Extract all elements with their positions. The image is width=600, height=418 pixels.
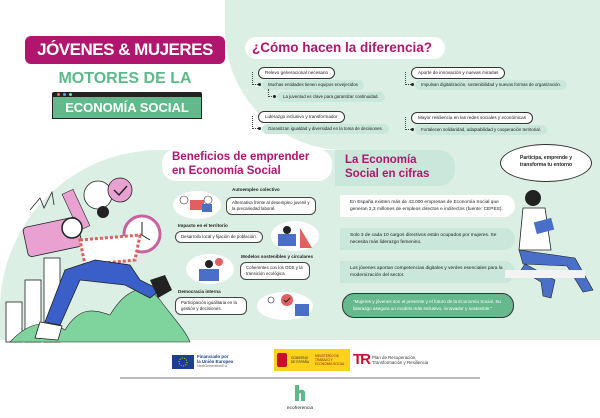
diferencia-item: Relevo generacional necesario (258, 67, 335, 79)
eu-flag-icon (172, 355, 194, 369)
beneficio-text: Desarrollo local y fijación de población. (175, 231, 263, 243)
cifras-title-line: La Economía (345, 154, 417, 166)
hero-illustration (0, 150, 200, 345)
beneficio-label: Democracia interna (178, 289, 221, 294)
eu-logo (172, 354, 233, 369)
brand-name: ecoherencia (286, 406, 314, 411)
beneficios-title-line: Beneficios de emprender (172, 151, 310, 163)
recovery-plan-logo (353, 351, 428, 368)
gov-text: GOBIERNO DE ESPAÑA (291, 356, 310, 364)
cifras-title (345, 153, 429, 181)
spain-government-logo (274, 349, 350, 371)
beneficio-text: Alternativa frente al desempleo juvenil y la precariedad laboral. (226, 197, 316, 215)
bullet-dot-icon (258, 127, 261, 130)
eu-text-line: la Unión Europea (197, 359, 234, 364)
subtitle-motores: MOTORES DE LA (58, 70, 192, 87)
beneficio-label: Modelos sostenibles y circulares (241, 254, 313, 259)
tr-logo-icon: TR (353, 351, 369, 368)
diferencia-sub: Fortalecen solidaridad, adaptabilidad y cooperación territorial. (415, 125, 547, 135)
stat-item: Solo 3 de cada 10 cargos directivos están ocupados por mujeres. Se necesita más liderazgo femenino. (340, 228, 515, 250)
diferencia-item: Liderazgo inclusivo y transformador (258, 111, 345, 123)
ecoherencia-logo (280, 385, 320, 411)
territory-illustration (270, 220, 320, 252)
plan-text-line: Transformación y Resiliencia (372, 359, 429, 365)
main-title: JÓVENES & MUJERES (25, 36, 225, 64)
diferencia-sub: Garantizan igualdad y diversidad en la toma de decisiones. (262, 124, 389, 134)
democracy-illustration (255, 290, 315, 322)
diferencia-title: ¿Cómo hacen la diferencia? (252, 40, 433, 55)
window-dot-icon (63, 93, 66, 96)
bullet-dot-icon (273, 95, 276, 98)
bullet-dot-icon (258, 83, 261, 86)
beneficio-text: Participación igualitaria en la gestión y decisiones. (175, 297, 247, 315)
eu-text-line: NextGenerationEU (197, 364, 228, 368)
beneficio-label: Autoempleo colectivo (232, 187, 280, 192)
reading-person-illustration (505, 180, 600, 310)
diferencia-item: Mayor resiliencia en las redes sociales y económicas (411, 112, 533, 124)
cifras-title-line: Social en cifras (345, 168, 430, 180)
diferencia-item: Aporte de innovación y nuevas miradas (411, 67, 505, 79)
diferencia-sub: Impulsan digitalización, sostenibilidad y nuevas formas de organización. (415, 80, 567, 90)
coat-of-arms-icon (277, 353, 287, 367)
beneficio-label: Impacto en el territorio (178, 223, 228, 228)
diferencia-sub: La juventud es clave para garantizar continuidad. (277, 92, 385, 102)
ministry-text: MINISTERIO DE TRABAJO Y ECONOMÍA SOCIAL (315, 354, 345, 366)
speech-bubble: Participa, emprende y transforma tu entorno (500, 144, 592, 182)
bullet-dot-icon (411, 83, 414, 86)
h-logo-icon (293, 385, 307, 401)
quote-box: "Mujeres y jóvenes son el presente y el futuro de la Economía Social. Su liderazgo asegura un modelo más inclusivo, innovador y sostenible." (342, 293, 514, 318)
diferencia-sub: Muchas entidades tienen equipos envejecidos (262, 80, 364, 90)
window-dot-icon (69, 93, 72, 96)
beneficios-title-line: en Economía Social (172, 164, 281, 177)
stat-item: Los jóvenes aportan competencias digitales y verdes esenciales para la modernización del sector. (340, 261, 515, 283)
subtitle-economia-social: ECONOMÍA SOCIAL (52, 97, 202, 119)
eu-text-line: Financiado por (197, 354, 229, 359)
plan-text-line: Plan de Recuperación, (372, 354, 417, 360)
stat-item: En España existen más de 43.000 empresas de Economía Social que generan 2,3 millones de empleos directos e indirectos (fuente: CEPES). (340, 195, 515, 217)
footer-divider (120, 377, 480, 379)
beneficio-text: Coherentes con los ODS y la transición ecológica. (240, 262, 310, 280)
window-dot-icon (57, 93, 60, 96)
bullet-dot-icon (411, 128, 414, 131)
